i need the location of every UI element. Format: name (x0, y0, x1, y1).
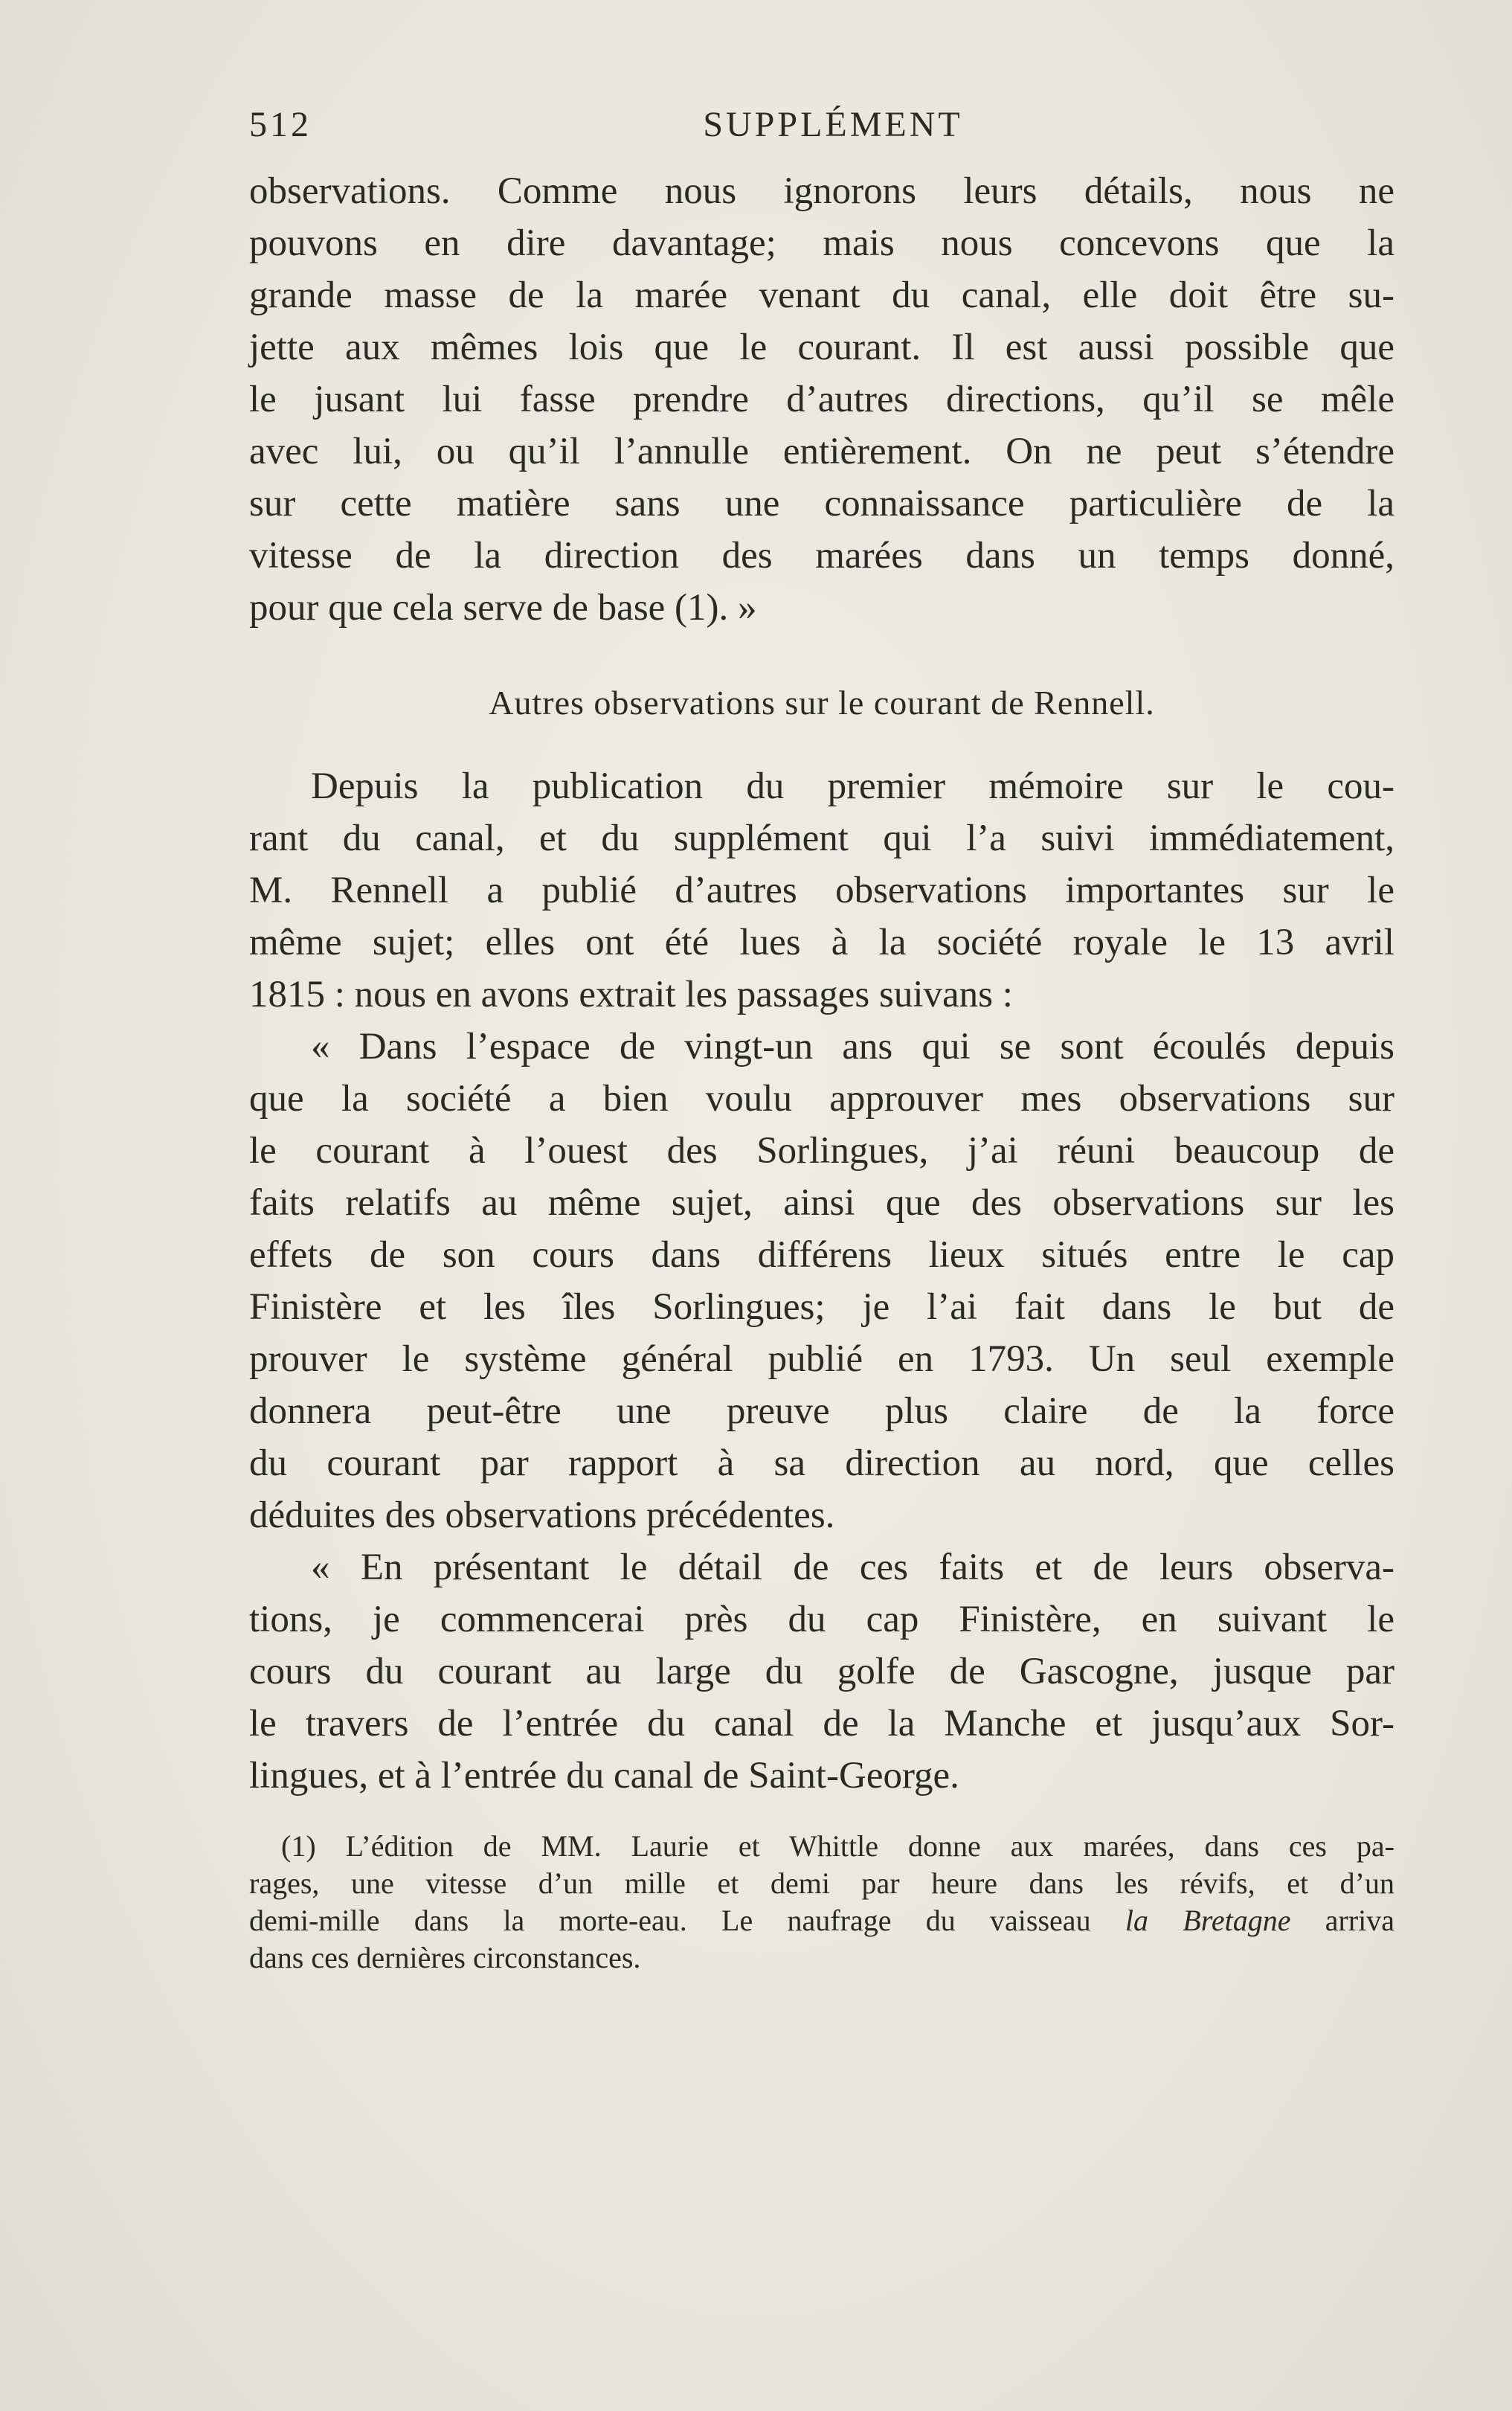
body-line: prouver le système général publié en 1793. Un seul exemple (249, 1338, 1394, 1380)
body-line: donnera peut-être une preuve plus claire de la force (249, 1390, 1394, 1432)
body-line: le jusant lui fasse prendre d’autres directions, qu’il se mêle (249, 379, 1394, 420)
footnote-line: rages, une vitesse d’un mille et demi par heure dans les révifs, et d’un (249, 1866, 1394, 1900)
body-line: Finistère et les îles Sorlingues; je l’ai fait dans le but de (249, 1286, 1394, 1328)
body-line: faits relatifs au même sujet, ainsi que des observations sur les (249, 1182, 1394, 1224)
body-line: le courant à l’ouest des Sorlingues, j’ai réuni beaucoup de (249, 1130, 1394, 1172)
body-line: du courant par rapport à sa direction au nord, que celles (249, 1442, 1394, 1484)
body-line: même sujet; elles ont été lues à la société royale le 13 avril (249, 922, 1394, 963)
section-heading: Autres observations sur le courant de Rennell. (489, 684, 1155, 722)
body-line: pouvons en dire davantage; mais nous concevons que la (249, 222, 1394, 264)
footnote-line (249, 1903, 1394, 1939)
body-line: M. Rennell a publié d’autres observations importantes sur le (249, 870, 1394, 911)
body-line: le travers de l’entrée du canal de la Manche et jusqu’aux Sor- (249, 1703, 1394, 1744)
body-line: lingues, et à l’entrée du canal de Saint-George. (249, 1755, 959, 1797)
body-line: « En présentant le détail de ces faits et de leurs observa- (311, 1547, 1394, 1588)
body-line: sur cette matière sans une connaissance particulière de la (249, 483, 1394, 524)
body-line: Depuis la publication du premier mémoire sur le cou- (311, 765, 1394, 807)
body-line: grande masse de la marée venant du canal, elle doit être su- (249, 275, 1394, 316)
body-line: que la société a bien voulu approuver mes observations sur (249, 1078, 1394, 1120)
footnote-line: (1) L’édition de MM. Laurie et Whittle donne aux marées, dans ces pa- (281, 1829, 1394, 1863)
page-number: 512 (249, 105, 312, 144)
body-line: cours du courant au large du golfe de Gascogne, jusque par (249, 1651, 1394, 1692)
body-line: jette aux mêmes lois que le courant. Il est aussi possible que (249, 327, 1394, 368)
body-line: déduites des observations précédentes. (249, 1495, 835, 1536)
body-line: pour que cela serve de base (1). » (249, 587, 757, 629)
body-line: effets de son cours dans différens lieux situés entre le cap (249, 1234, 1394, 1276)
footnote-line: dans ces dernières circonstances. (249, 1941, 641, 1974)
page-header (249, 104, 1394, 156)
footnote-text: arriva (1325, 1904, 1395, 1937)
footnote-text: demi-mille dans la morte-eau. Le naufrage du vaisseau (249, 1904, 1091, 1937)
body-line: 1815 : nous en avons extrait les passages suivans : (249, 974, 1013, 1015)
body-line: observations. Comme nous ignorons leurs détails, nous ne (249, 170, 1394, 212)
body-line: avec lui, ou qu’il l’annulle entièrement. On ne peut s’étendre (249, 431, 1394, 472)
body-line: tions, je commencerai près du cap Finistère, en suivant le (249, 1599, 1394, 1640)
body-line: rant du canal, et du supplément qui l’a suivi immédiatement, (249, 818, 1394, 859)
body-line: « Dans l’espace de vingt-un ans qui se sont écoulés depuis (311, 1026, 1394, 1068)
running-title: SUPPLÉMENT (703, 105, 963, 144)
ship-name: la Bretagne (1125, 1904, 1291, 1937)
body-line: vitesse de la direction des marées dans un temps donné, (249, 535, 1394, 577)
